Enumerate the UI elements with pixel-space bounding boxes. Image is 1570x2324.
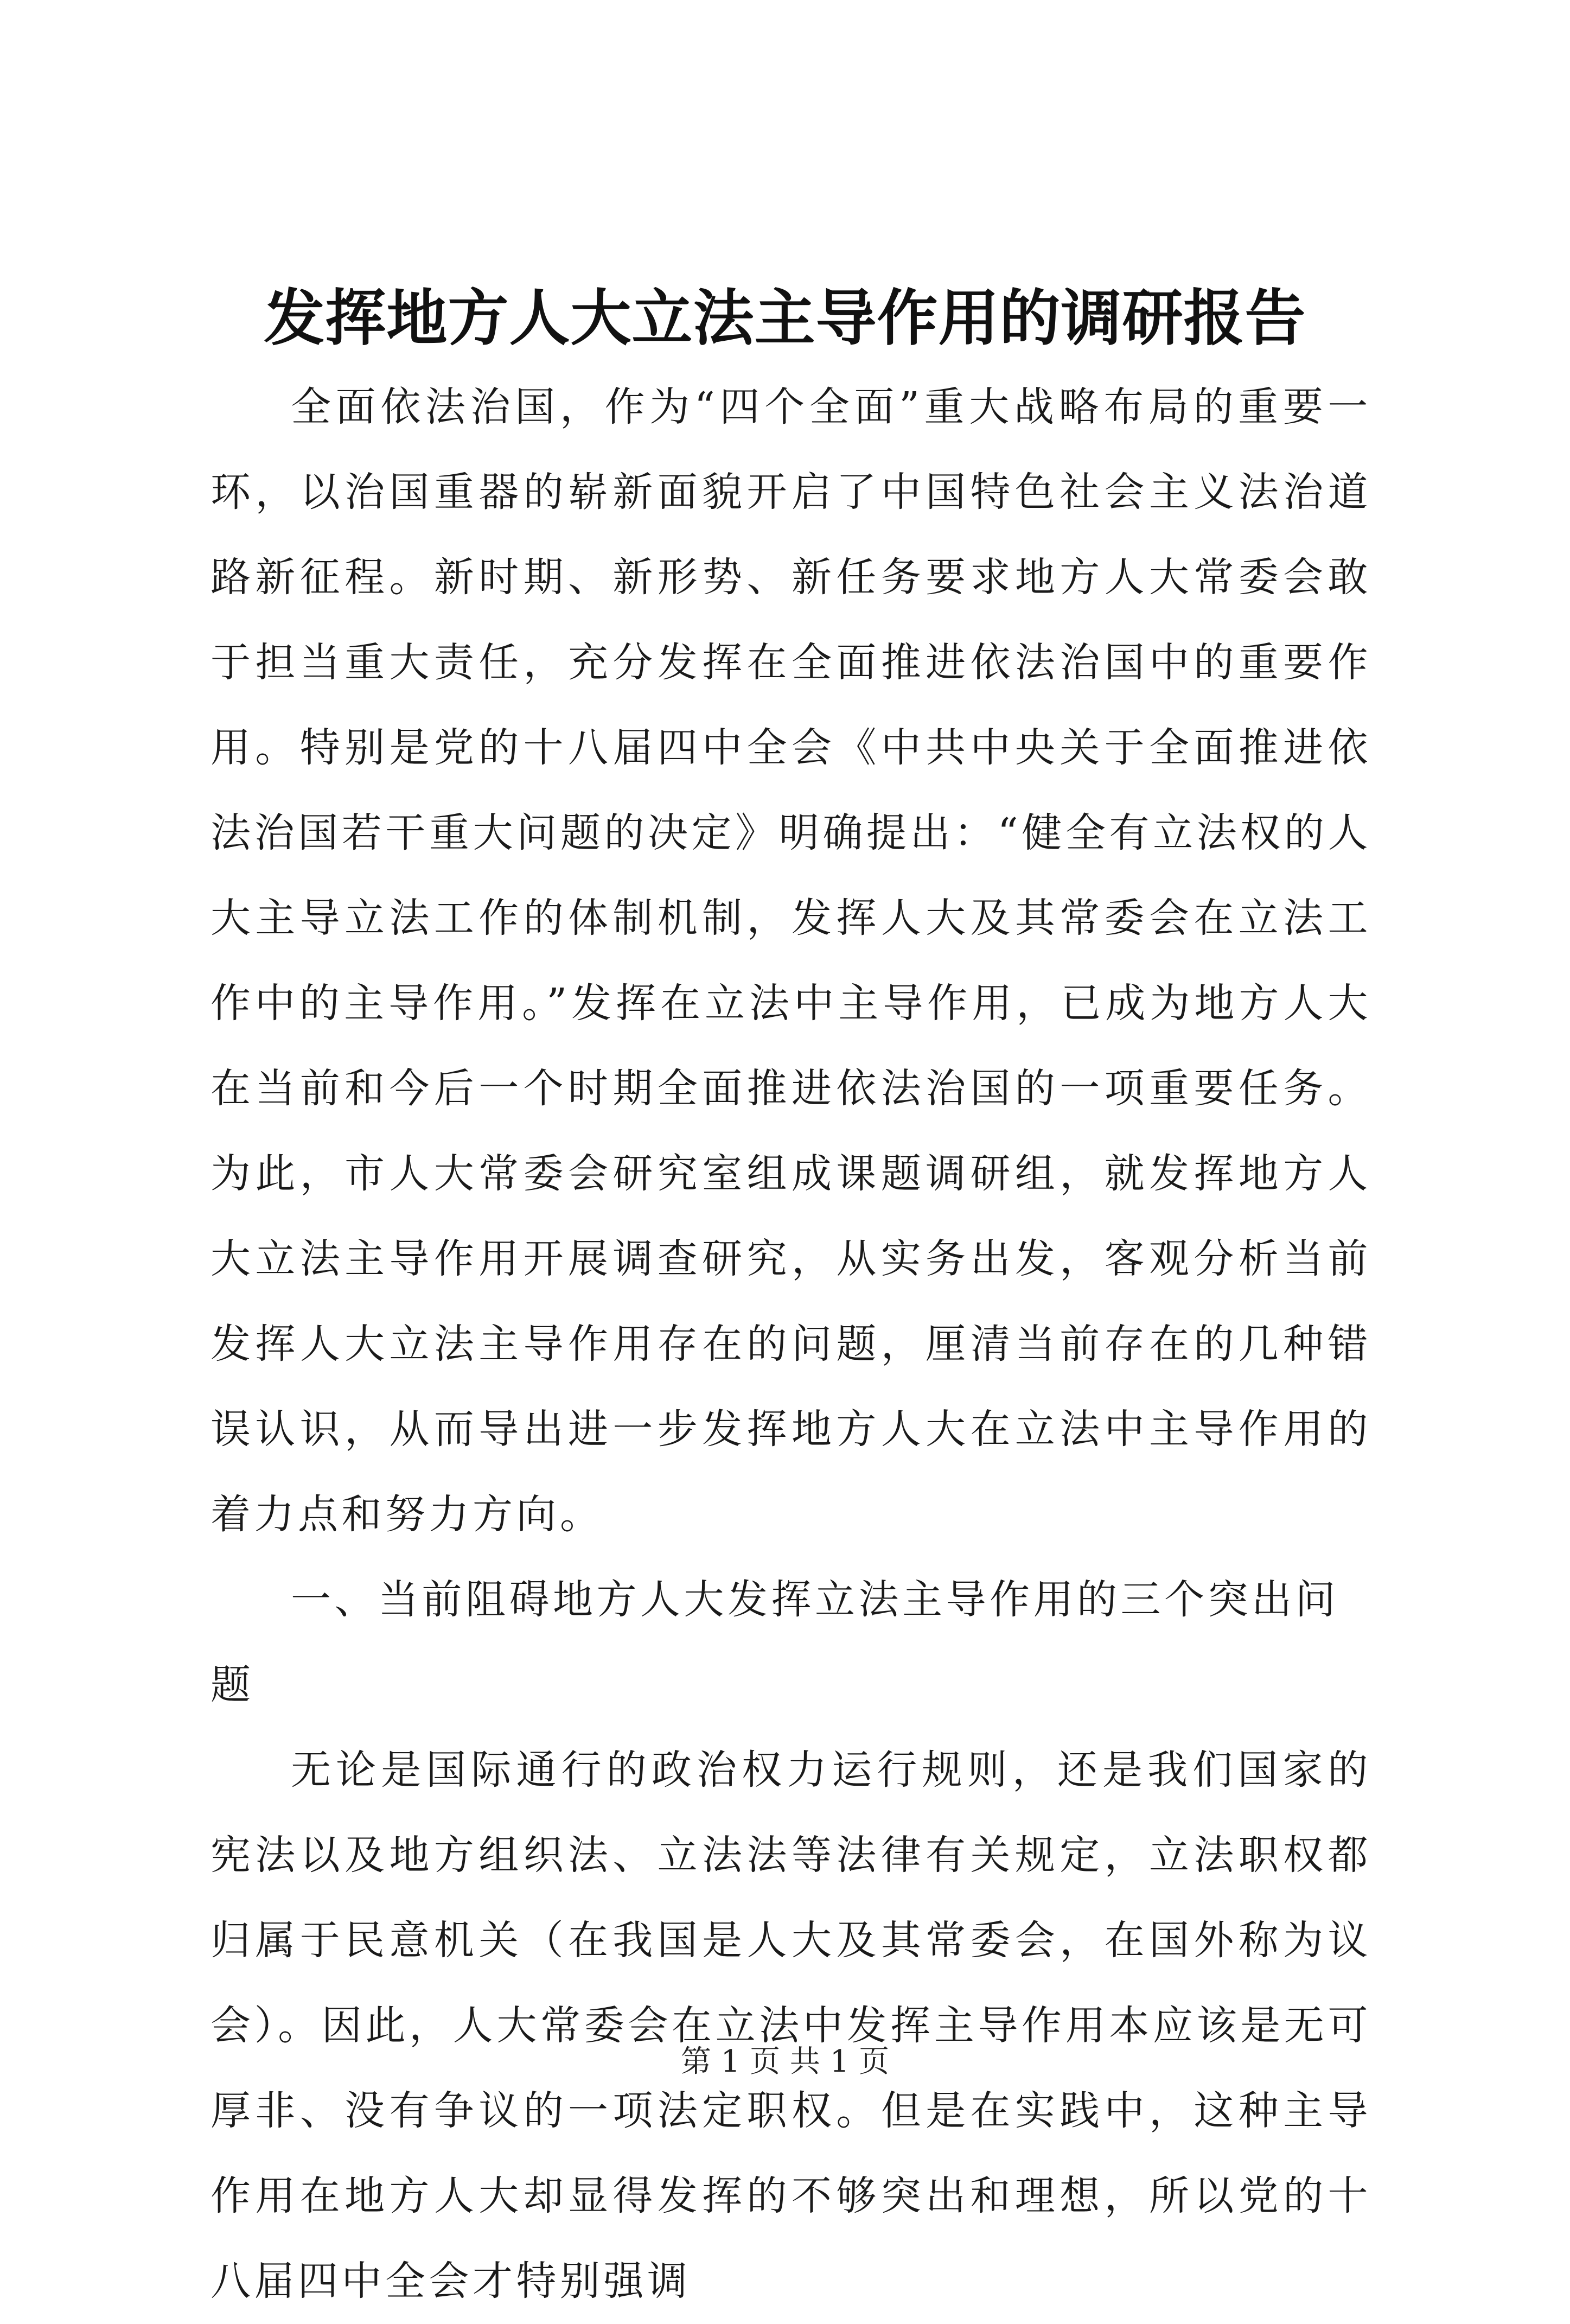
document-title: 发挥地方人大立法主导作用的调研报告 [264, 283, 1306, 354]
section-paragraph: 无论是国际通行的政治权力运行规则，还是我们国家的宪法以及地方组织法、立法法等法律有关规定，立法职权都归属于民意机关（在我国是人大及其常委会，在国外称为议会）。因此，人大常委会在立法中发挥主导作用本应该是无可厚非、没有争议的一项法定职权。但是在实践中，这种主导作用在地方人大却显得发挥的不够突出和理想，所以党的十八届四中全会才特别强调 [210, 1747, 1371, 2304]
page-number-footer: 第 1 页 共 1 页 [680, 2044, 890, 2079]
section-heading: 一、当前阻碍地方人大发挥立法主导作用的三个突出问题 [210, 1576, 1339, 1708]
document-body [210, 365, 1371, 2324]
intro-paragraph: 全面依法治国，作为“四个全面”重大战略布局的重要一环，以治国重器的崭新面貌开启了中国特色社会主义法治道路新征程。新时期、新形势、新任务要求地方人大常委会敢于担当重大责任，充分发挥在全面推进依法治国中的重要作用。特别是党的十八届四中全会《中共中央关于全面推进依法治国若干重大问题的决定》明确提出：“健全有立法权的人大主导立法工作的体制机制，发挥人大及其常委会在立法工作中的主导作用。”发挥在立法中主导作用，已成为地方人大在当前和今后一个时期全面推进依法治国的一项重要任务。为此，市人大常委会研究室组成课题调研组，就发挥地方人大立法主导作用开展调查研究，从实务出发，客观分析当前发挥人大立法主导作用存在的问题，厘清当前存在的几种错误认识，从而导出进一步发挥地方人大在立法中主导作用的着力点和努力方向。 [210, 384, 1371, 1538]
